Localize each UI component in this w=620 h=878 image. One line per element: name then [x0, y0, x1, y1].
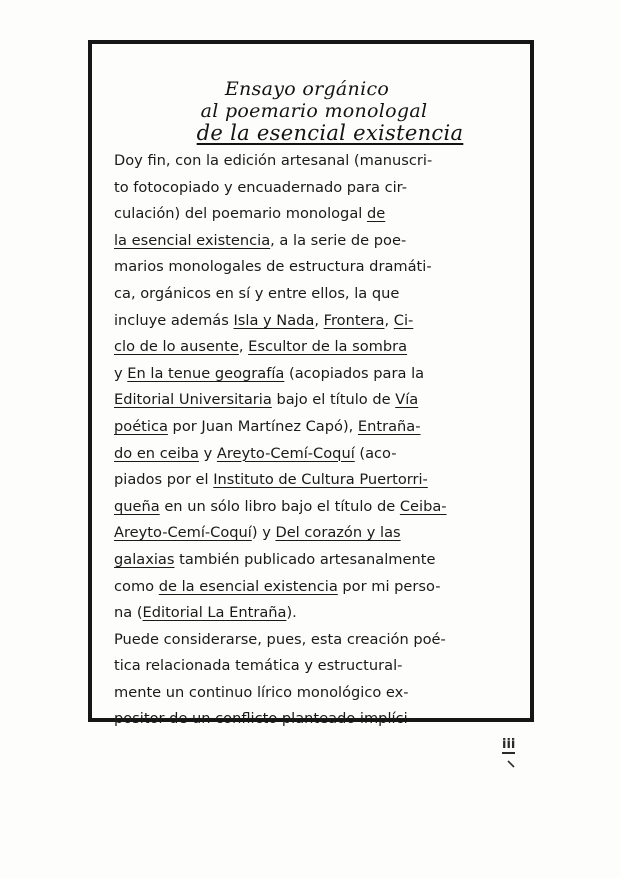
text-line [114, 361, 514, 388]
text-line [114, 148, 514, 175]
text-line [114, 600, 514, 627]
text-line [114, 175, 514, 202]
title-line-1: Ensayo orgánico [224, 78, 390, 100]
text-segment: incluye además [114, 311, 234, 329]
underlined-title: la esencial existencia [114, 231, 271, 249]
underlined-title: Editorial Universitaria [114, 391, 272, 409]
text-line [114, 467, 514, 494]
underlined-title: clo de lo ausente [114, 338, 239, 356]
text-line [114, 520, 514, 547]
underlined-title: poética [114, 417, 168, 435]
text-line [114, 494, 514, 521]
text-segment: to fotocopiado y encuadernado para cir- [114, 178, 407, 196]
text-segment: ). [286, 604, 297, 622]
title-line-3-text: de la esencial existencia [196, 121, 464, 145]
text-segment: como [114, 577, 159, 595]
text-segment: , a la serie de poe- [270, 231, 407, 249]
text-segment: (acopiados para la [284, 364, 425, 382]
essay-title [0, 78, 620, 144]
body-text [114, 148, 514, 733]
text-line [114, 547, 514, 574]
text-segment: Puede considerarse, pues, esta creación poé- [114, 630, 446, 648]
underlined-title: Escultor de la sombra [248, 338, 408, 356]
text-segment: (aco- [354, 444, 397, 462]
text-segment: ca, orgánicos en sí y entre ellos, la que [114, 284, 400, 302]
underlined-title: do en ceiba [114, 444, 199, 462]
text-segment: en un sólo libro bajo el título de [159, 497, 400, 515]
text-segment: mente un continuo lírico monológico ex- [114, 683, 409, 701]
text-segment: por mi perso- [337, 577, 441, 595]
text-line [114, 308, 514, 335]
text-line [114, 281, 514, 308]
text-segment: marios monologales de estructura dramáti- [114, 258, 432, 276]
underlined-title: Ceiba- [399, 497, 447, 515]
text-segment: y [198, 444, 217, 462]
text-segment: y [114, 364, 128, 382]
text-line [114, 228, 514, 255]
text-segment: culación) del poemario monologal [114, 205, 367, 223]
text-segment: positor de un conflicto planteado implíci- [114, 710, 413, 728]
text-segment: na ( [114, 604, 143, 622]
page-number: iii [502, 737, 516, 752]
text-line [114, 254, 514, 281]
text-segment: piados por el [114, 471, 214, 489]
text-segment: por Juan Martínez Capó), [167, 417, 358, 435]
text-segment: también publicado artesanalmente [174, 550, 436, 568]
underlined-title: Isla y Nada [233, 311, 315, 329]
underlined-title: Del corazón y las [275, 524, 401, 542]
underlined-title: Vía [395, 391, 419, 409]
underlined-title: En la tenue geografía [127, 364, 285, 382]
text-line [114, 574, 514, 601]
underlined-title: Areyto-Cemí-Coquí [216, 444, 355, 462]
underlined-title: Instituto de Cultura Puertorri- [213, 471, 428, 489]
title-line-2: al poemario monologal [200, 100, 428, 122]
corner-tick-mark [507, 760, 515, 768]
underlined-title: de la esencial existencia [158, 577, 338, 595]
underlined-title: Editorial La Entraña [142, 604, 287, 622]
text-line [114, 334, 514, 361]
underlined-title: galaxias [114, 550, 175, 568]
text-line [114, 653, 514, 680]
text-segment: , [238, 338, 249, 356]
underlined-title: Ci- [393, 311, 414, 329]
text-segment: ) y [251, 524, 276, 542]
text-segment: bajo el título de [271, 391, 396, 409]
text-line [114, 201, 514, 228]
text-line [114, 387, 514, 414]
text-segment: Doy fin, con la edición artesanal (manuscri- [114, 152, 433, 169]
text-line [114, 706, 514, 733]
text-segment: , [384, 311, 394, 329]
text-line [114, 441, 514, 468]
text-line [114, 414, 514, 441]
underlined-title: Frontera [323, 311, 385, 329]
underlined-title: Areyto-Cemí-Coquí [114, 524, 252, 542]
underlined-title: queña [114, 497, 160, 515]
title-line-3 [40, 122, 620, 144]
paragraph-2 [114, 627, 514, 733]
underlined-title: de [366, 205, 386, 223]
underlined-title: Entraña- [357, 417, 421, 435]
text-line [114, 627, 514, 654]
paragraph-1 [114, 148, 514, 627]
text-line [114, 680, 514, 707]
text-segment: tica relacionada temática y estructural- [114, 657, 403, 675]
text-segment: , [314, 311, 324, 329]
